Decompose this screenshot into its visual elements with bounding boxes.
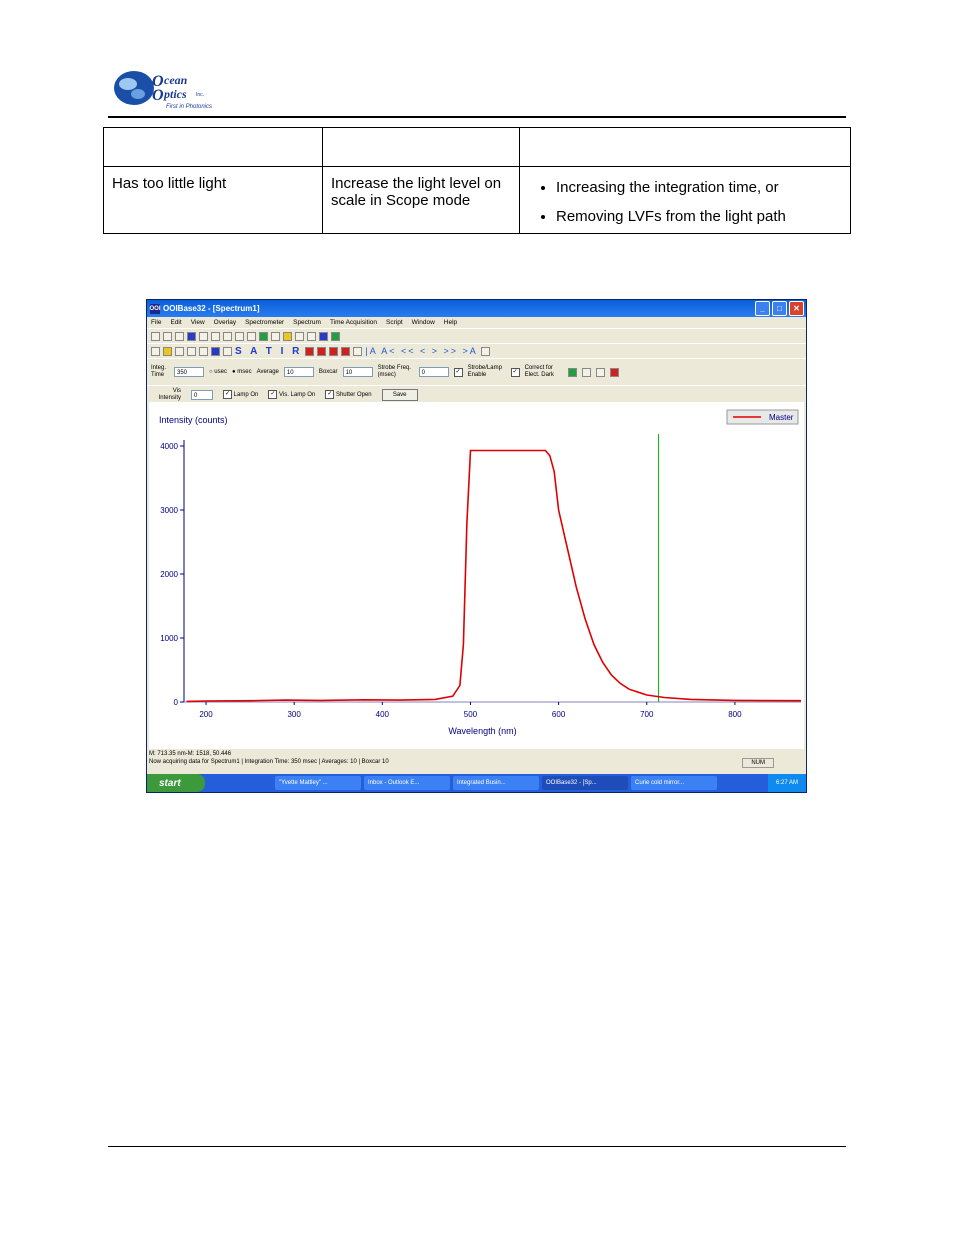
vis-intensity-input[interactable]: 0: [191, 390, 213, 400]
ocean-optics-logo: [108, 66, 228, 112]
paste-icon[interactable]: [223, 332, 232, 341]
axis-icon[interactable]: [353, 347, 362, 356]
solution-list: [528, 179, 842, 225]
close-button[interactable]: ✕: [789, 301, 804, 316]
x-tick-label: 600: [551, 710, 566, 719]
taskbar-item[interactable]: Integrated Busin...: [453, 776, 539, 790]
series-line-master: [187, 451, 801, 702]
table-header-cell: [520, 128, 851, 167]
windows-taskbar: [147, 774, 806, 792]
record-script-icon[interactable]: [610, 368, 619, 377]
taskbar-item[interactable]: OOIBase32 - [Sp...: [542, 776, 628, 790]
copy-icon[interactable]: [211, 332, 220, 341]
y-tick-label: 1000: [160, 634, 178, 643]
disk-icon[interactable]: [175, 347, 184, 356]
lamp-on-checkbox[interactable]: ✓ Lamp On: [224, 391, 259, 399]
svg-text:ptics: ptics: [164, 87, 187, 101]
average-label: Average: [256, 369, 279, 375]
footer-rule: [108, 1146, 846, 1147]
menu-help[interactable]: Help: [443, 319, 458, 326]
cursor-navigation-arrows[interactable]: |A A< << < > >> >A: [365, 346, 478, 356]
toolbar-modes: [147, 343, 806, 358]
y-tick-label: 4000: [160, 442, 178, 451]
acquisition-status: Now acquiring data for Spectrum1 | Integration Time: 350 msec | Averages: 10 | Boxcar 10: [149, 759, 389, 765]
wrench-icon[interactable]: [481, 347, 490, 356]
table-header-cell: [104, 128, 323, 167]
svg-text:First in Photonics: First in Photonics: [166, 104, 213, 110]
y-tick-label: 2000: [160, 570, 178, 579]
stop-icon[interactable]: [319, 332, 328, 341]
integ-time-label: Integ. Time: [151, 365, 167, 378]
table-cell-action: Increase the light level on scale in Scope mode: [323, 167, 520, 234]
menu-edit[interactable]: Edit: [170, 319, 182, 326]
y-tick-label: 0: [173, 698, 178, 707]
system-tray-clock: 6:27 AM: [768, 774, 806, 792]
toolbar-main: [147, 328, 806, 343]
table-row: [104, 167, 851, 234]
menu-window[interactable]: Window: [411, 319, 435, 326]
window-titlebar: [147, 300, 806, 317]
grid-icon[interactable]: [163, 332, 172, 341]
bar-chart-icon[interactable]: [199, 347, 208, 356]
vis-lamp-on-checkbox[interactable]: ✓ Vis. Lamp On: [270, 391, 316, 399]
y-tick-label: 3000: [160, 506, 178, 515]
camera-icon[interactable]: [307, 332, 316, 341]
boxcar-label: Boxcar: [318, 369, 338, 375]
sati-mode-buttons[interactable]: S A T I R: [235, 345, 303, 357]
pause-icon[interactable]: [582, 368, 591, 377]
header-rule: [108, 116, 846, 118]
svg-text:Inc.: Inc.: [196, 92, 205, 98]
menu-time-acquisition[interactable]: Time Acquisition: [329, 319, 378, 326]
spectrum-icon[interactable]: [259, 332, 268, 341]
pointer-icon[interactable]: [223, 347, 232, 356]
x-tick-label: 400: [375, 710, 390, 719]
menu-file[interactable]: File: [151, 319, 162, 326]
open-folder-icon[interactable]: [175, 332, 184, 341]
y-axis-label: Intensity (counts): [159, 415, 228, 425]
num-lock-indicator: NUM: [742, 758, 774, 768]
taskbar-item[interactable]: "Yvette Mattley" ...: [275, 776, 361, 790]
svg-text:O: O: [152, 73, 164, 90]
eye-icon[interactable]: [331, 332, 340, 341]
zap-icon[interactable]: [283, 332, 292, 341]
minimize-button[interactable]: _: [755, 301, 770, 316]
list-item: • Increasing the integration time, or: [556, 179, 842, 196]
record-icon[interactable]: [187, 347, 196, 356]
spectrum-box-icon[interactable]: [211, 347, 220, 356]
help-cursor-icon[interactable]: [295, 332, 304, 341]
taskbar-item[interactable]: Inbox - Outlook E...: [364, 776, 450, 790]
start-button[interactable]: start: [147, 774, 205, 792]
strobe-enable-label: Strobe/Lamp Enable: [467, 365, 502, 378]
integ-time-input[interactable]: 350: [174, 367, 204, 377]
x-tick-label: 800: [728, 710, 742, 719]
x-tick-label: 500: [463, 710, 478, 719]
strobe-freq-label: Strobe Freq. (msec): [377, 365, 411, 378]
crosshair-icon[interactable]: [341, 347, 350, 356]
unit-msec-radio[interactable]: ● msec: [231, 369, 252, 375]
acquisition-controls: [147, 358, 806, 385]
troubleshooting-table: [103, 127, 851, 234]
table-header-row: [104, 128, 851, 167]
cut-icon[interactable]: [199, 332, 208, 341]
x-tick-label: 300: [287, 710, 301, 719]
vis-intensity-label: Vis Intensity: [158, 387, 181, 401]
svg-text:cean: cean: [164, 73, 188, 87]
menu-bar: [147, 317, 806, 328]
ooibase32-screenshot: [146, 299, 807, 793]
menu-spectrum[interactable]: Spectrum: [293, 319, 321, 326]
menu-script[interactable]: Script: [386, 319, 403, 326]
status-bar: [149, 750, 804, 766]
table-header-cell: [323, 128, 520, 167]
play-icon[interactable]: [568, 368, 577, 377]
new-icon[interactable]: [151, 332, 160, 341]
spectrum-plot[interactable]: [149, 402, 804, 749]
average-input[interactable]: 10: [284, 367, 314, 377]
maximize-button[interactable]: □: [772, 301, 787, 316]
menu-view[interactable]: View: [190, 319, 205, 326]
unit-usec-radio[interactable]: ○ usec: [209, 369, 227, 375]
x-axis-label: Wavelength (nm): [448, 726, 517, 736]
record-red-icon[interactable]: [317, 347, 326, 356]
preview-icon[interactable]: [235, 332, 244, 341]
window-title: OOIBase32 - [Spectrum1]: [163, 304, 260, 313]
lamp-controls: [147, 385, 806, 403]
x-tick-label: 200: [199, 710, 213, 719]
app-icon: OOI: [149, 305, 161, 312]
legend-label-master: Master: [769, 413, 794, 422]
print-icon[interactable]: [247, 332, 256, 341]
menu-spectrometer[interactable]: Spectrometer: [245, 319, 285, 326]
cursor-readout: M: 713.35 nm-M: 1518, 50.446: [149, 751, 232, 757]
bulb-icon[interactable]: [151, 347, 160, 356]
elect-dark-label: Correct for Elect. Dark: [524, 365, 554, 378]
light-icon[interactable]: [163, 347, 172, 356]
menu-overlay[interactable]: Overlay: [213, 319, 237, 326]
taskbar-item[interactable]: Curie cold mirror...: [631, 776, 717, 790]
save-icon[interactable]: [187, 332, 196, 341]
hand-icon[interactable]: [271, 332, 280, 341]
grid-red-icon[interactable]: [329, 347, 338, 356]
x-tick-label: 700: [640, 710, 654, 719]
svg-text:O: O: [152, 87, 164, 104]
refresh-icon[interactable]: [305, 347, 314, 356]
table-cell-solution: [520, 167, 851, 234]
strobe-enable-checkbox[interactable]: ✓: [455, 368, 461, 375]
strobe-freq-input[interactable]: 0: [419, 367, 449, 377]
stop-square-icon[interactable]: [596, 368, 605, 377]
save-button[interactable]: Save: [382, 389, 418, 401]
list-item: • Removing LVFs from the light path: [556, 208, 842, 225]
boxcar-input[interactable]: 10: [343, 367, 373, 377]
table-cell-problem: Has too little light: [104, 167, 323, 234]
elect-dark-checkbox[interactable]: ✓: [512, 368, 518, 375]
shutter-open-checkbox[interactable]: ✓ Shutter Open: [327, 391, 372, 399]
